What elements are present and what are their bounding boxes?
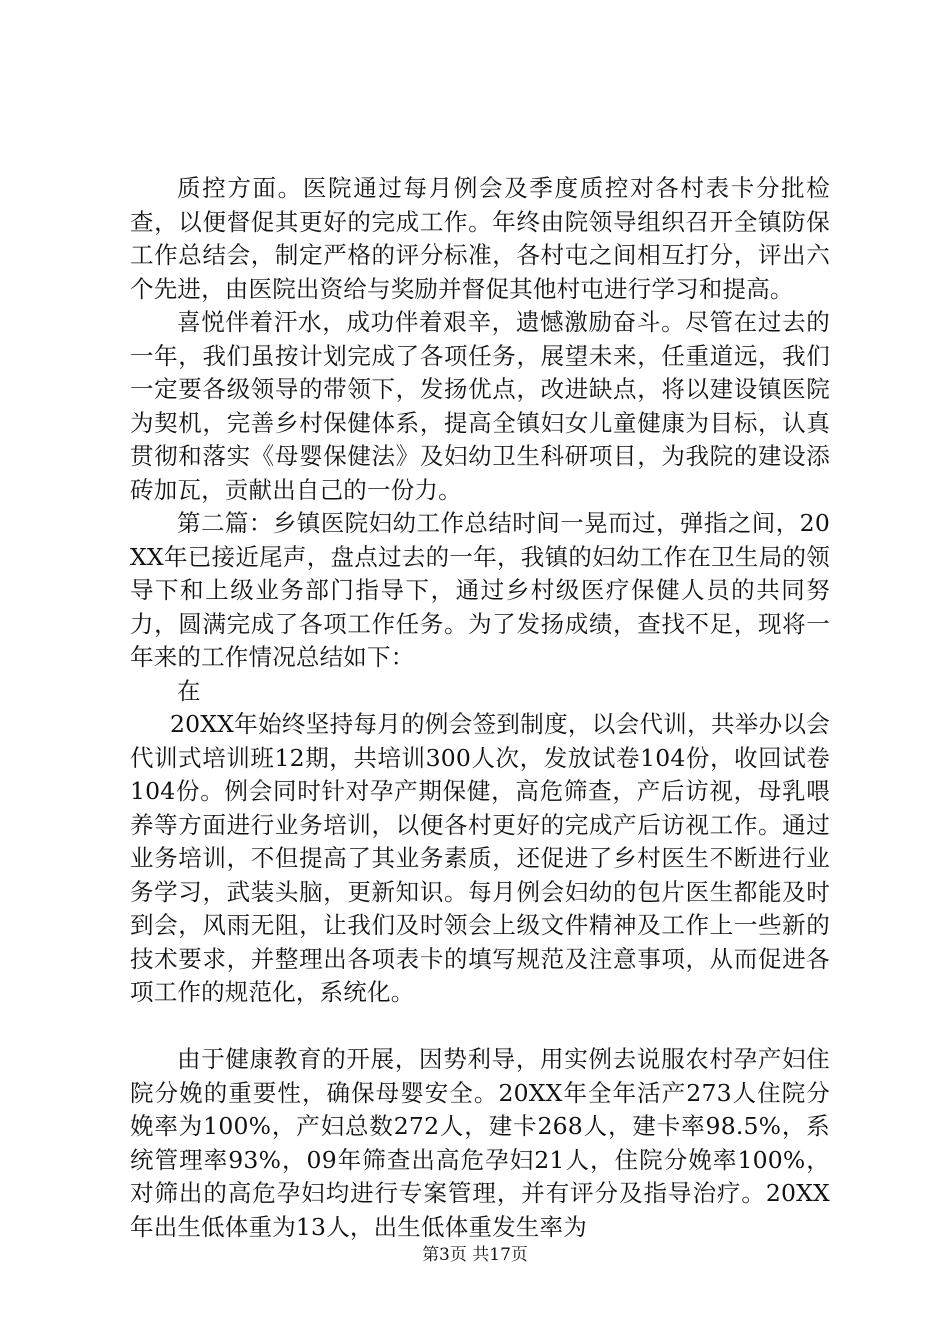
document-body [130,172,830,1244]
page-number-footer: 第3页 共17页 [422,1245,528,1265]
paragraph-training: 20XX年始终坚持每月的例会签到制度，以会代训，共举办以会代训式培训班12期，共培训300人次，发放试卷104份，收回试卷104份。例会同时针对孕产期保健，高危筛查，产后访视，母乳喂养等方面进行业务培训，以便各村更好的完成产后访视工作。通过业务培训，不但提高了其业务素质，还促进了乡村医生不断进行业务学习，武装头脑，更新知识。每月例会妇幼的包片医生都能及时到会，风雨无阻，让我们及时领会上级文件精神及工作上一些新的技术要求，并整理出各项表卡的填写规范及注意事项，从而促进各项工作的规范化，系统化。 [130,710,830,1006]
paragraph-gap [130,1010,830,1044]
paragraph-fragment: 在 [177,676,201,705]
paragraph-health-education: 由于健康教育的开展，因势利导，用实例去说服农村孕产妇住院分娩的重要性，确保母婴安全。20XX年全年活产273人住院分娩率为100%，产妇总数272人，建卡268人，建卡率98.5%，系统管理率93%，09年筛查出高危孕妇21人，住院分娩率100%，对筛出的高危孕妇均进行专案管理，并有评分及指导治疗。20XX年出生低体重为13人，出生低体重发生率为 [130,1045,830,1241]
paragraph-quality-control: 质控方面。医院通过每月例会及季度质控对各村表卡分批检查，以便督促其更好的完成工作。年终由院领导组织召开全镇防保工作总结会，制定严格的评分标准，各村屯之间相互打分，评出六个先进，由医院出资给与奖励并督促其他村屯进行学习和提高。 [130,174,830,303]
paragraph-second-article: 第二篇：乡镇医院妇幼工作总结时间一晃而过，弹指之间，20XX年已接近尾声，盘点过去的一年，我镇的妇幼工作在卫生局的领导下和上级业务部门指导下，通过乡村级医疗保健人员的共同努力，圆满完成了各项工作任务。为了发扬成绩，查找不足，现将一年来的工作情况总结如下： [130,509,830,671]
paragraph-outlook: 喜悦伴着汗水，成功伴着艰辛，遗憾激励奋斗。尽管在过去的一年，我们虽按计划完成了各项任务，展望未来，任重道远，我们一定要各级领导的带领下，发扬优点，改进缺点，将以建设镇医院为契机，完善乡村保健体系，提高全镇妇女儿童健康为目标，认真贯彻和落实《母婴保健法》及妇幼卫生科研项目，为我院的建设添砖加瓦，贡献出自己的一份力。 [130,308,830,504]
